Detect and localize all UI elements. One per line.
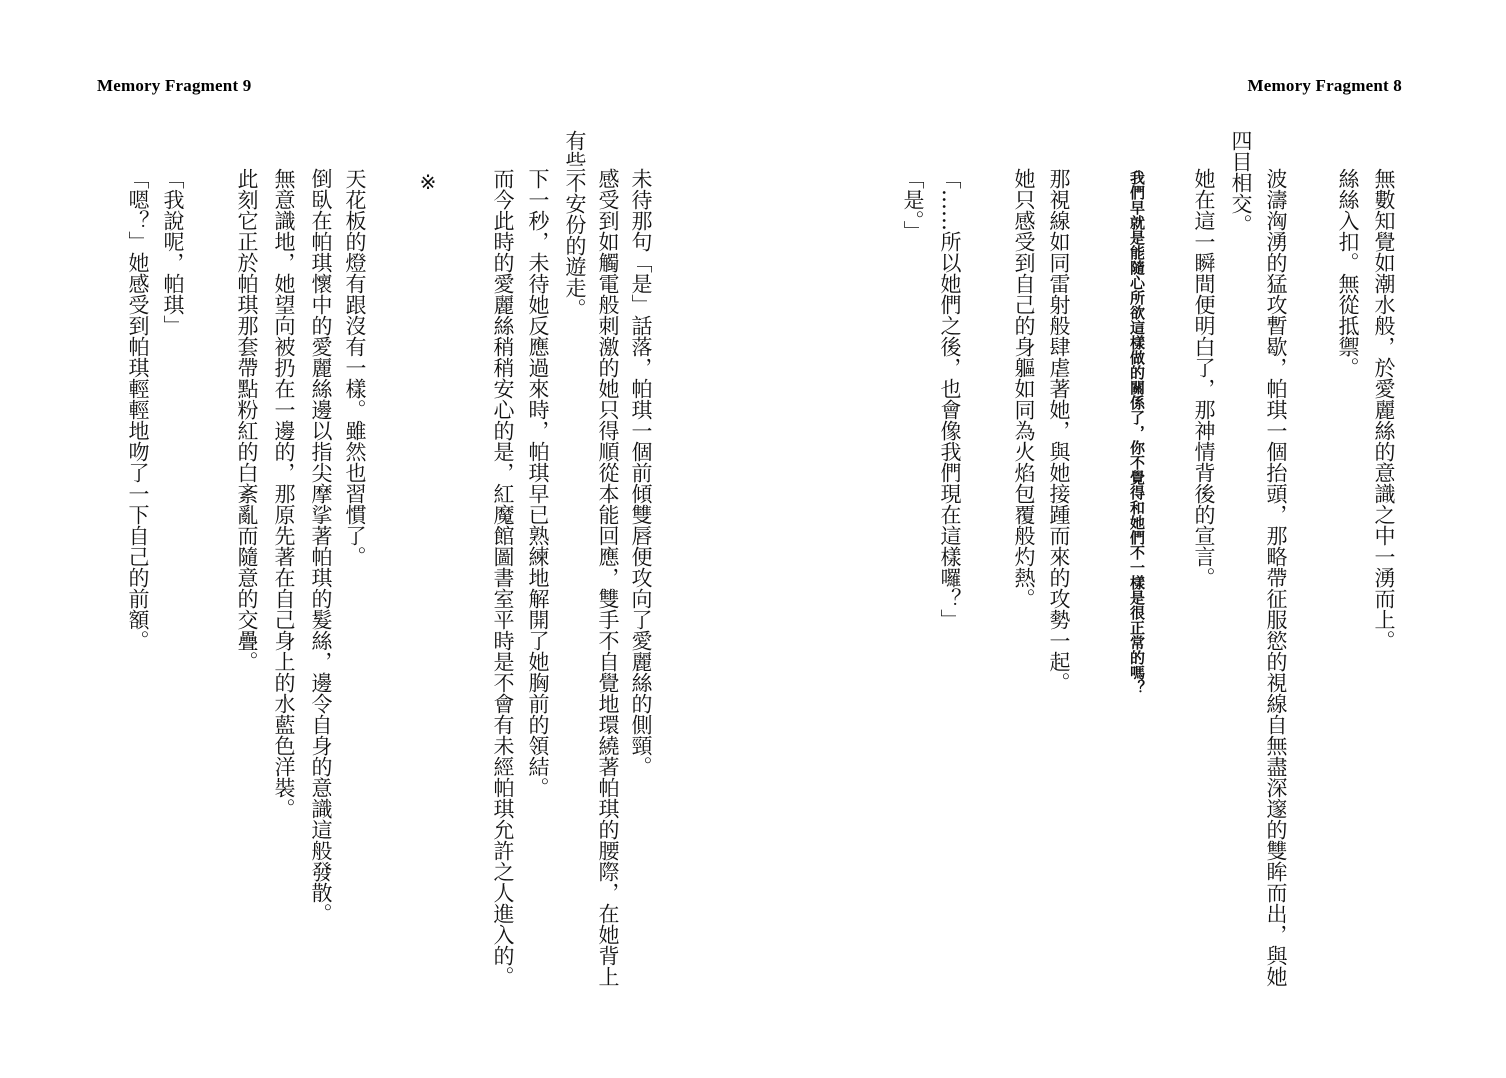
text-column: 無意識地，她望向被扔在一邊的，那原先著在自己身上的水藍色洋裝。 [272, 168, 296, 819]
page-header: Memory Fragment 8 [1247, 76, 1402, 95]
text-column: 有些不安份的遊走。 [563, 130, 587, 319]
text-column: 未待那句「是」話落，帕琪一個前傾雙唇便攻向了愛麗絲的側頸。 [629, 168, 653, 777]
text-column: 此刻它正於帕琪那套帶點粉紅的白紊亂而隨意的交疊。 [235, 168, 259, 672]
text-column: 她只感受到自己的身軀如同為火焰包覆般灼熱。 [1012, 168, 1036, 609]
text-column: 無數知覺如潮水般，於愛麗絲的意識之中一湧而上。 [1372, 168, 1396, 651]
text-column: 那視線如同雷射般肆虐著她，與她接踵而來的攻勢一起。 [1047, 168, 1071, 693]
dialogue-column: 「嗯？」她感受到帕琪輕輕地吻了一下自己的前額。 [126, 168, 150, 651]
text-column: 天花板的燈有跟沒有一樣。雖然也習慣了。 [343, 168, 367, 567]
text-column: 倒臥在帕琪懷中的愛麗絲邊以指尖摩挲著帕琪的髮絲，邊令自身的意識這般發散。 [309, 168, 333, 924]
text-column: 波濤洶湧的猛攻暫歇，帕琪一個抬頭，那略帶征服慾的視線自無盡深邃的雙眸而出，與她 [1264, 168, 1288, 987]
page-header: Memory Fragment 9 [97, 76, 252, 95]
dialogue-column: 「我說呢，帕琪」 [161, 168, 185, 336]
dialogue-column: 「……所以她們之後，也會像我們現在這樣囉？」 [938, 168, 962, 630]
right-page [753, 0, 1506, 1078]
text-column: 她在這一瞬間便明白了，那神情背後的宣言。 [1192, 168, 1216, 588]
inner-thought-column: 我們早就是能隨心所欲這樣做的關係了，你不覺得和她們不一樣是很正常的嗎？ [1128, 170, 1146, 695]
text-column: 絲絲入扣。無從抵禦。 [1336, 168, 1360, 378]
text-column: 感受到如觸電般刺激的她只得順從本能回應，雙手不自覺地環繞著帕琪的腰際，在她背上 [596, 168, 620, 987]
dialogue-column: 「是。」 [901, 168, 925, 242]
text-column: 而今此時的愛麗絲稍稍安心的是，紅魔館圖書室平時是不會有未經帕琪允許之人進入的。 [491, 168, 515, 987]
text-column: 下一秒，未待她反應過來時，帕琪早已熟練地解開了她胸前的領結。 [526, 168, 550, 798]
text-column: 四目相交。 [1229, 130, 1253, 235]
section-break-mark: ※ [416, 170, 440, 194]
